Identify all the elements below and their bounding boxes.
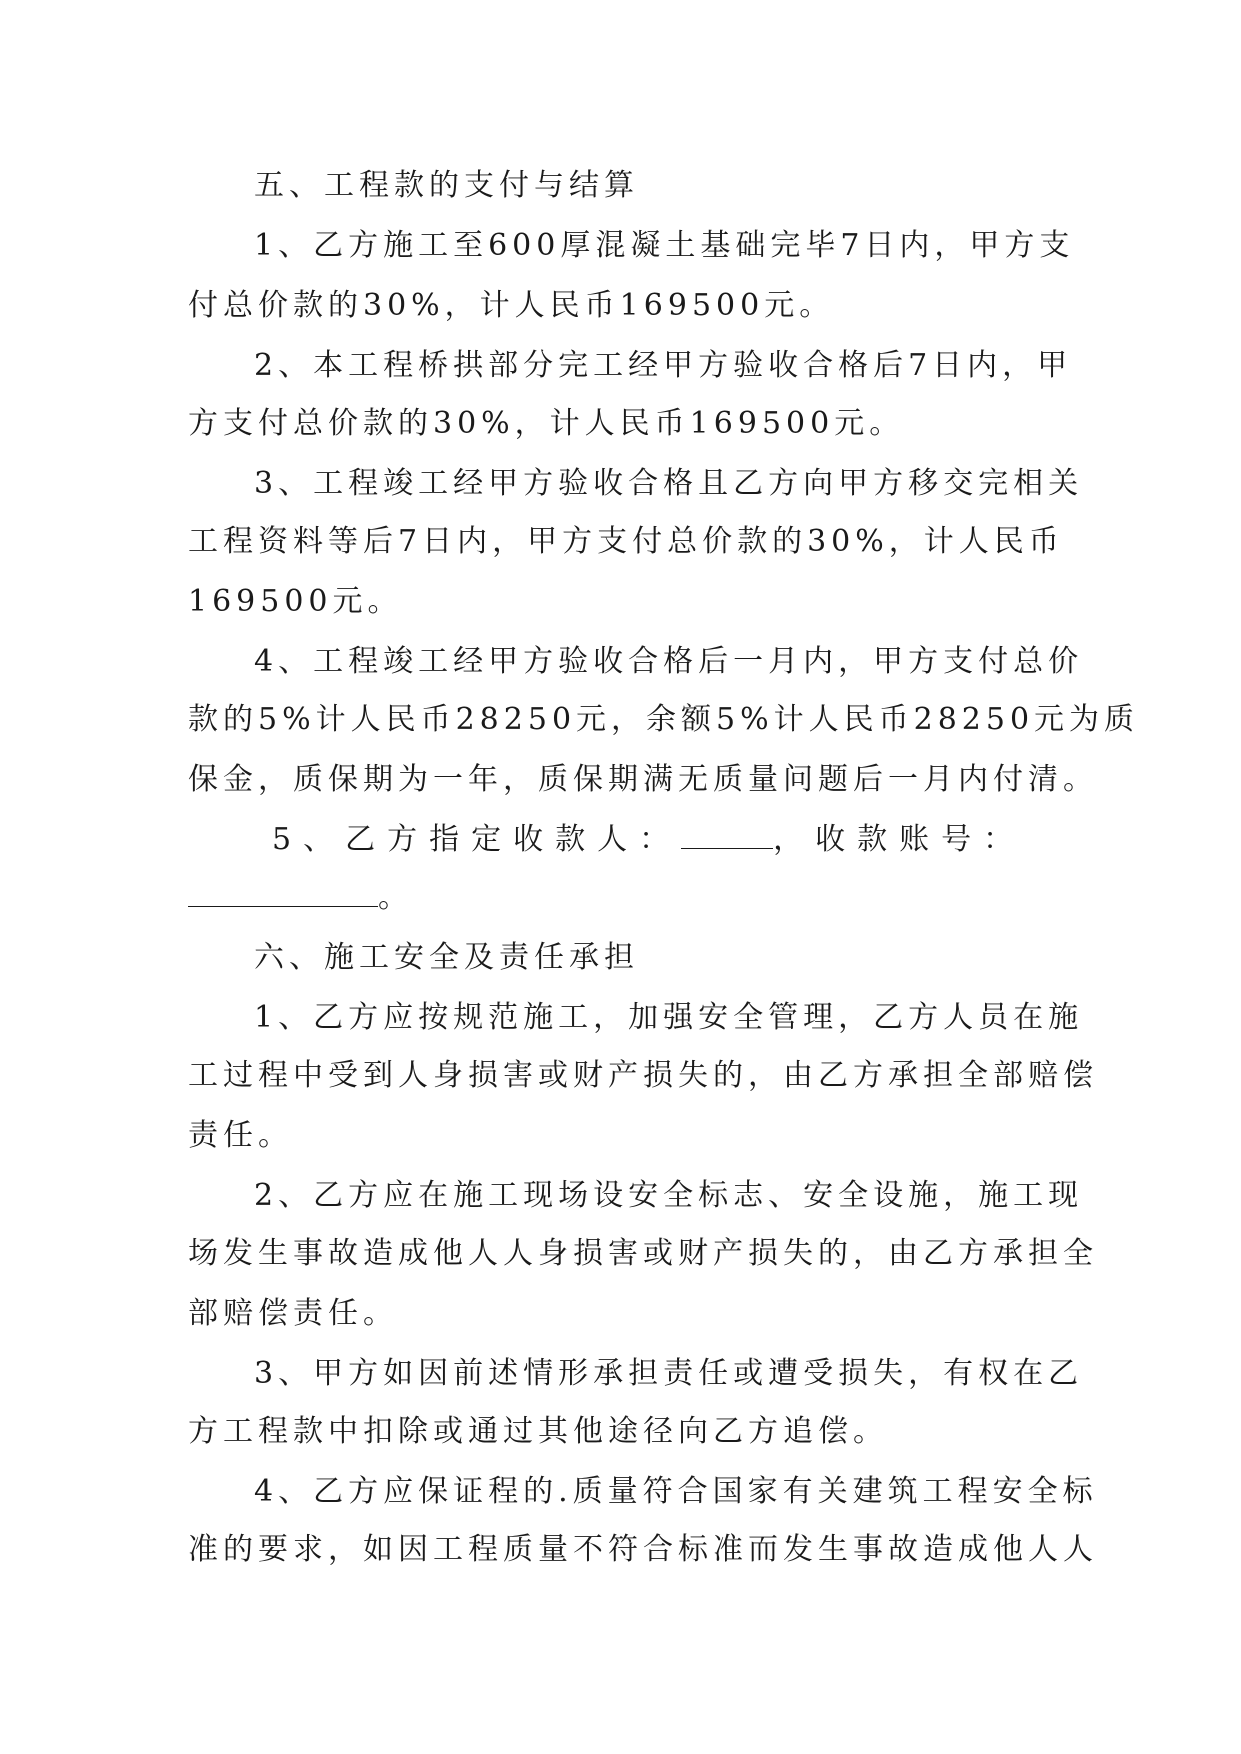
- account-end: 。: [378, 880, 413, 915]
- paragraph-line: 方支付总价款的30%，计人民币169500元。: [188, 406, 905, 441]
- paragraph-line: 款的5%计人民币28250元，余额5%计人民币28250元为质: [188, 702, 1140, 737]
- paragraph-line: 4、乙方应保证程的.质量符合国家有关建筑工程安全标: [254, 1474, 1098, 1509]
- paragraph-line: 保金，质保期为一年，质保期满无质量问题后一月内付清。: [188, 762, 1098, 797]
- paragraph-line: 169500元。: [188, 584, 403, 619]
- paragraph-line: 责任。: [188, 1118, 293, 1153]
- paragraph-line: 部赔偿责任。: [188, 1296, 398, 1331]
- paragraph-line: 付总价款的30%，计人民币169500元。: [188, 288, 835, 323]
- paragraph-line: 2、本工程桥拱部分完工经甲方验收合格后7日内，甲: [254, 348, 1073, 383]
- payee-line: [272, 822, 1025, 858]
- section-heading-safety: 六、施工安全及责任承担: [254, 940, 639, 975]
- paragraph-line: 工程资料等后7日内，甲方支付总价款的30%，计人民币: [188, 524, 1064, 559]
- paragraph-line: 1、乙方应按规范施工，加强安全管理，乙方人员在施: [254, 1000, 1084, 1035]
- paragraph-line: 场发生事故造成他人人身损害或财产损失的，由乙方承担全: [188, 1236, 1098, 1271]
- account-blank: [188, 884, 378, 907]
- payee-label: 5、乙方指定收款人：: [272, 822, 682, 857]
- account-label: ，收款账号：: [773, 822, 1026, 857]
- paragraph-line: 3、甲方如因前述情形承担责任或遭受损失，有权在乙: [254, 1356, 1084, 1391]
- paragraph-line: 2、乙方应在施工现场设安全标志、安全设施，施工现: [254, 1178, 1084, 1213]
- section-heading-payment: 五、工程款的支付与结算: [254, 168, 639, 203]
- paragraph-line: 方工程款中扣除或通过其他途径向乙方追偿。: [188, 1414, 888, 1449]
- account-line: [188, 880, 413, 916]
- paragraph-line: 3、工程竣工经甲方验收合格且乙方向甲方移交完相关: [254, 466, 1084, 501]
- paragraph-line: 工过程中受到人身损害或财产损失的，由乙方承担全部赔偿: [188, 1058, 1098, 1093]
- paragraph-line: 1、乙方施工至600厚混凝土基础完毕7日内，甲方支: [254, 228, 1075, 263]
- paragraph-line: 准的要求，如因工程质量不符合标准而发生事故造成他人人: [188, 1532, 1098, 1567]
- paragraph-line: 4、工程竣工经甲方验收合格后一月内，甲方支付总价: [254, 644, 1084, 679]
- payee-blank: [681, 826, 773, 849]
